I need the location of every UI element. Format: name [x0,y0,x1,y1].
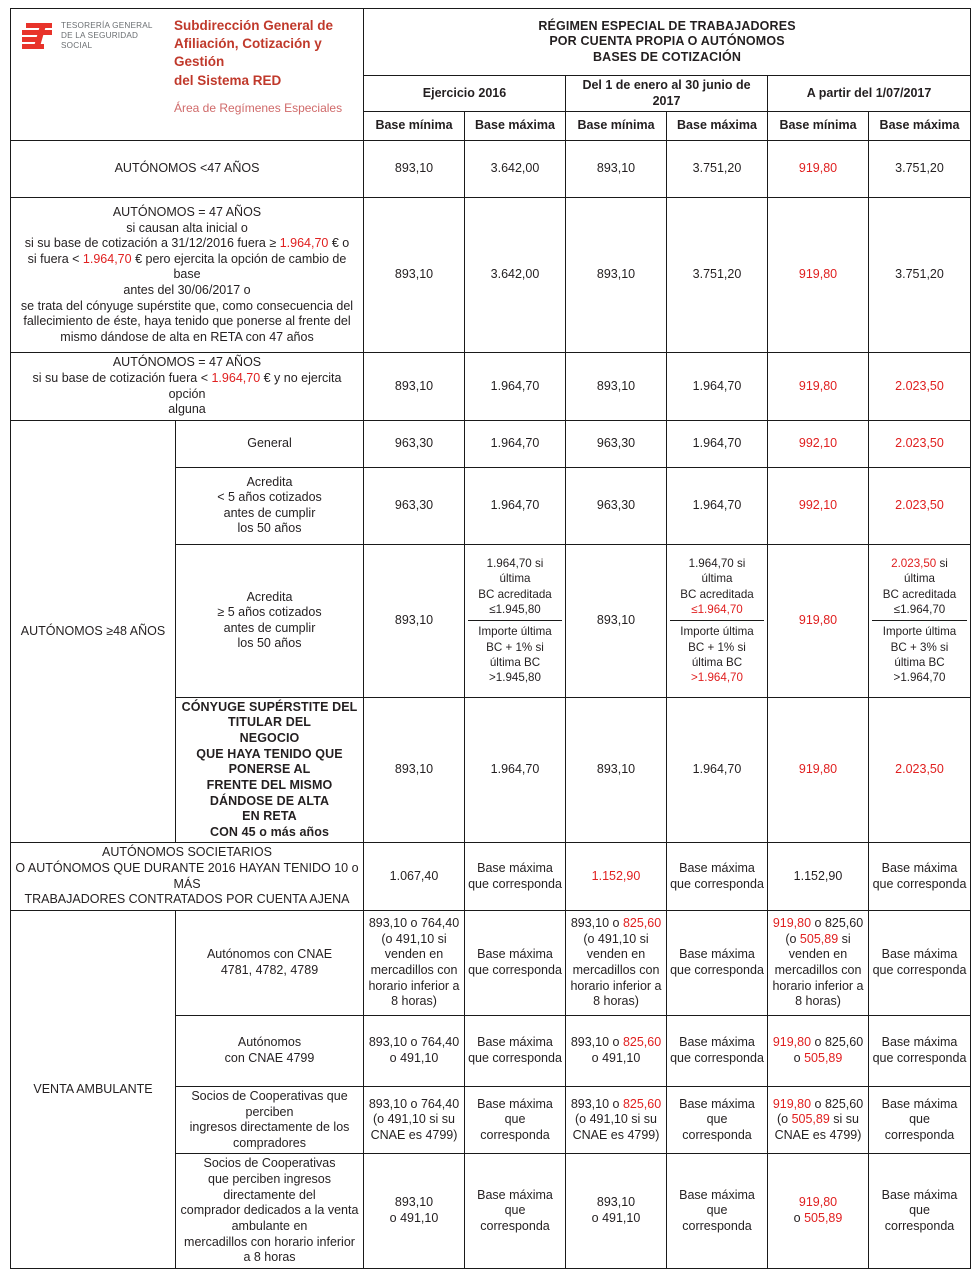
cell-48m5-min-2016: 963,30 [364,467,465,544]
cell-48cy-min-2016: 893,10 [364,697,465,843]
cell-va3-max-2016 [465,1086,566,1154]
table-row-autonomos-47-sin-opcion [11,353,971,421]
va3-max16-l1: Base máxima [477,1096,553,1111]
row-label-48-menos5 [176,467,364,544]
cell-soc-min-2016: 1.067,40 [364,843,465,911]
cell-48p5-max-2017h1-top [670,553,764,621]
s3-17at2: última [701,572,733,586]
header-row-title [11,9,971,76]
r2-line-4: si fuera < 1.964,70 € pero ejercita la opción de cambio de base [27,251,347,282]
va4-max17b-l2: que [909,1203,930,1218]
va3-max17a-l2: que [706,1112,728,1127]
tgss-logo [20,17,170,51]
s3-line-2: ≥ 5 años cotizados [217,605,322,620]
s2-line-1: Acredita [246,474,293,489]
cell-r3-min-2017h1: 893,10 [566,353,667,421]
va1-16-3: venden en [384,947,444,962]
va2-max17b-l2: que corresponda [872,1050,967,1065]
va2-max16-l1: Base máxima [477,1035,553,1050]
va3-17b-2: (o 505,89 si su [776,1112,859,1127]
cell-r2-max-2017h1: 3.751,20 [667,198,768,353]
cell-48gen-max-2017h1: 1.964,70 [667,420,768,467]
va4-16-1: 893,10 [394,1195,434,1210]
s2-line-2: < 5 años cotizados [217,490,322,505]
cell-va2-max-2016 [465,1015,566,1086]
cell-r2-max-2016: 3.642,00 [465,198,566,353]
row-label-autonomos-societarios [11,843,364,911]
va1-max17b-l1: Base máxima [881,947,958,962]
row-label-48-general: General [176,420,364,467]
cell-va1-min-2017h1 [566,910,667,1015]
s3-line-3: antes de cumplir [223,620,316,635]
cell-va1-min-2017h2 [768,910,869,1015]
cell-va2-min-2017h2 [768,1015,869,1086]
row-label-venta-cnae-4799 [176,1015,364,1086]
va4-max16-l3: corresponda [480,1218,550,1233]
cell-va4-min-2016 [364,1154,465,1268]
cell-r1-max-2017h2: 3.751,20 [869,141,971,198]
cell-48m5-max-2016: 1.964,70 [465,467,566,544]
r3-line-3: alguna [168,402,206,417]
cell-r3-min-2016: 893,10 [364,353,465,421]
va1-max17b-l2: que corresponda [872,962,967,977]
va4-17a-1: 893,10 [596,1195,636,1210]
cell-va3-min-2016 [364,1086,465,1154]
s3-17bb3: última BC [894,655,945,669]
cell-r1-min-2017h1: 893,10 [566,141,667,198]
period-header-2017-h1: Del 1 de enero al 30 junio de 2017 [566,76,768,112]
va3-16-2: (o 491,10 si su [373,1112,455,1127]
cell-48m5-min-2017h2: 992,10 [768,467,869,544]
va4-max17b-l3: corresponda [884,1218,955,1233]
va1-16-2: (o 491,10 si [381,931,447,946]
row-label-venta-cnae-4781 [176,910,364,1015]
cell-soc-max-2016 [465,843,566,911]
va1-17b-6: 8 horas) [795,994,841,1009]
va3-line-1: Socios de Cooperativas que perciben [191,1088,348,1119]
title-line-2: Afiliación, Cotización y Gestión [174,36,322,70]
cell-48m5-max-2017h1: 1.964,70 [667,467,768,544]
r2-line-6: se trata del cónyuge supérstite que, como consecuencia del [20,298,354,313]
soc-max16-l1: Base máxima [477,861,553,875]
s3-17ab2: BC + 1% si [688,640,746,654]
cell-va2-max-2017h1 [667,1015,768,1086]
va4-17b-1: 919,80 [798,1195,838,1210]
cell-48p5-max-2017h1-bottom [670,621,764,688]
s3-17ab3: última BC [691,655,743,669]
row-label-autonomos-47-opcion [11,198,364,353]
r3-line-1: AUTÓNOMOS = 47 AÑOS [112,355,262,370]
va3-17b-1: 919,80 o 825,60 [772,1096,864,1111]
title-line-1: Subdirección General de [174,18,334,33]
soc-max17a-l2: que corresponda [670,876,764,891]
va3-max17b-l1: Base máxima [881,1096,958,1111]
cell-48cy-max-2016: 1.964,70 [465,697,566,843]
row-label-venta-socios-coop-mercadillos [176,1154,364,1268]
cell-48cy-max-2017h1: 1.964,70 [667,697,768,843]
table-row-autonomos-menor-47 [11,141,971,198]
table-row-48-general [11,420,971,467]
cell-48gen-max-2017h2: 2.023,50 [869,420,971,467]
va1-17b-1: 919,80 o 825,60 [772,916,864,930]
s3-17bt2: última [904,572,935,586]
soc-line-2: O AUTÓNOMOS QUE DURANTE 2016 HAYAN TENIDO 10 o MÁS [15,861,359,891]
group-label-venta-ambulante: VENTA AMBULANTE [11,910,176,1268]
cell-r3-max-2017h2: 2.023,50 [869,353,971,421]
va2-line-1: Autónomos [237,1035,302,1050]
s3-16b1: Importe última [478,625,552,639]
main-title-banner [364,9,971,76]
cell-48gen-max-2016: 1.964,70 [465,420,566,467]
col-header-base-min-2016: Base mínima [364,112,465,141]
s3-17ab1: Importe última [680,625,754,639]
col-header-base-max-2016: Base máxima [465,112,566,141]
s3-17ab4: >1.964,70 [691,671,743,685]
va1-17a-3: venden en [586,947,646,962]
cell-va1-max-2016 [465,910,566,1015]
cell-r2-min-2017h2: 919,80 [768,198,869,353]
va1-17b-3: venden en [788,947,848,962]
department-title [170,17,356,116]
va2-max16-l2: que corresponda [468,1050,562,1065]
cell-48p5-max-2017h1 [667,544,768,697]
va3-max17b-l3: corresponda [884,1127,955,1142]
cell-va4-max-2017h1 [667,1154,768,1268]
r2-line-5: antes del 30/06/2017 o [123,283,251,298]
va3-line-2: ingresos directamente de los compradores [189,1120,350,1150]
cell-soc-min-2017h1: 1.152,90 [566,843,667,911]
va3-17a-3: CNAE es 4799) [572,1127,660,1142]
r2-line-1: AUTÓNOMOS = 47 AÑOS [112,204,262,219]
va2-17a-2: o 491,10 [591,1050,641,1065]
cell-va4-min-2017h1 [566,1154,667,1268]
va3-max16-l2: que [504,1112,526,1127]
table-row-autonomos-47-opcion [11,198,971,353]
s3-16b3: última BC [489,655,541,669]
va1-max16-l2: que corresponda [468,962,562,977]
s2-line-4: los 50 años [237,521,302,536]
cell-va1-max-2017h1 [667,910,768,1015]
cell-48gen-min-2017h2: 992,10 [768,420,869,467]
title-line-3: del Sistema RED [174,72,282,88]
bases-cotizacion-table [10,8,971,1269]
cell-r2-min-2017h1: 893,10 [566,198,667,353]
cell-va2-max-2017h2 [869,1015,971,1086]
r2-line-7: fallecimiento de éste, haya tenido que ponerse al frente del [23,314,351,329]
va1-17a-2: (o 491,10 si [583,931,649,946]
va1-line-2: 4781, 4782, 4789 [220,962,319,977]
r2-line-8: mismo dándose de alta en RETA con 47 años [60,329,314,344]
cell-48gen-min-2016: 963,30 [364,420,465,467]
cell-48p5-max-2017h2 [869,544,971,697]
cell-48gen-min-2017h1: 963,30 [566,420,667,467]
r2-line-2: si causan alta inicial o [126,220,248,235]
va2-17b-2: o 505,89 [793,1050,843,1065]
col-header-base-max-2017h1: Base máxima [667,112,768,141]
row-label-autonomos-menor-47: AUTÓNOMOS <47 AÑOS [11,141,364,198]
group-label-autonomos-48: AUTÓNOMOS ≥48 AÑOS [11,420,176,843]
cell-va4-max-2017h2 [869,1154,971,1268]
va3-16-1: 893,10 o 764,40 [368,1096,460,1111]
cell-48p5-min-2017h1: 893,10 [566,544,667,697]
row-label-48-mas5 [176,544,364,697]
tgss-logo-icon [20,22,56,50]
va1-17b-4: mercadillos con [774,962,862,977]
cell-48m5-max-2017h2: 2.023,50 [869,467,971,544]
s3-16t2: última [499,572,531,586]
soc-line-3: TRABAJADORES CONTRATADOS POR CUENTA AJENA [24,892,350,907]
cell-soc-min-2017h2: 1.152,90 [768,843,869,911]
logo-line-2: DE LA SEGURIDAD SOCIAL [61,30,139,50]
va4-line-3: comprador dedicados a la venta ambulante en [180,1203,359,1233]
department-subtitle: Área de Regímenes Especiales [174,100,343,115]
s3-17bt4: ≤1.964,70 [893,602,946,616]
brand-block [11,9,364,141]
va2-16-2: o 491,10 [389,1050,439,1065]
cell-va4-max-2016 [465,1154,566,1268]
cell-va1-max-2017h2 [869,910,971,1015]
col-header-base-min-2017h1: Base mínima [566,112,667,141]
va4-line-1: Socios de Cooperativas [203,1156,336,1171]
s4-line-4: FRENTE DEL MISMO DÁNDOSE DE ALTA [206,777,333,808]
s4-line-5: EN RETA [242,809,297,824]
cell-48cy-max-2017h2: 2.023,50 [869,697,971,843]
main-title-line-1: RÉGIMEN ESPECIAL DE TRABAJADORES [538,18,796,33]
r3-line-2: si su base de cotización fuera < 1.964,70 € y no ejercita opción [32,370,342,401]
soc-max17a-l1: Base máxima [679,861,755,875]
s3-17bb1: Importe última [882,625,957,639]
va3-max16-l3: corresponda [480,1127,550,1142]
main-title-line-3: BASES DE COTIZACIÓN [593,49,741,64]
va1-17a-1: 893,10 o 825,60 [570,916,662,930]
row-label-autonomos-47-sin-opcion [11,353,364,421]
va4-16-2: o 491,10 [389,1211,439,1226]
row-label-venta-socios-coop [176,1086,364,1154]
s3-line-4: los 50 años [237,636,302,651]
va2-max17a-l1: Base máxima [679,1035,755,1050]
va2-17a-1: 893,10 o 825,60 [570,1035,662,1050]
va4-max17a-l2: que [706,1203,728,1218]
cell-va4-min-2017h2 [768,1154,869,1268]
s4-line-3: QUE HAYA TENIDO QUE PONERSE AL [196,746,343,777]
cell-48p5-max-2017h2-top [872,553,967,621]
va1-line-1: Autónomos con CNAE [206,947,333,962]
s3-16t3: BC acreditada [478,587,552,601]
s3-17bb2: BC + 3% si [890,640,949,654]
va1-16-1: 893,10 o 764,40 [368,916,460,930]
va1-16-6: 8 horas) [391,994,437,1009]
va1-17a-4: mercadillos con [572,962,660,977]
period-header-2017-h2: A partir del 1/07/2017 [768,76,971,112]
va1-16-4: mercadillos con [370,962,458,977]
s2-line-3: antes de cumplir [223,505,316,520]
va3-16-3: CNAE es 4799) [370,1127,458,1142]
va1-max17a-l2: que corresponda [670,962,764,977]
va4-max17a-l1: Base máxima [679,1187,755,1202]
s3-17at1: 1.964,70 si [688,557,746,571]
cell-va2-min-2017h1 [566,1015,667,1086]
cell-48p5-max-2016 [465,544,566,697]
va3-max17a-l1: Base máxima [679,1096,755,1111]
va3-max17b-l2: que [909,1112,930,1127]
cell-soc-max-2017h2 [869,843,971,911]
va4-max16-l2: que [504,1203,526,1218]
s3-17at3: BC acreditada [680,587,754,601]
cell-va1-min-2016 [364,910,465,1015]
soc-max16-l2: que corresponda [468,876,562,891]
main-title-line-2: POR CUENTA PROPIA O AUTÓNOMOS [549,34,785,49]
cell-48cy-min-2017h1: 893,10 [566,697,667,843]
va2-max17a-l2: que corresponda [670,1050,764,1065]
logo-text [61,21,170,51]
col-header-base-max-2017h2: Base máxima [869,112,971,141]
cell-r1-min-2016: 893,10 [364,141,465,198]
cell-r1-max-2017h1: 3.751,20 [667,141,768,198]
cell-r3-max-2016: 1.964,70 [465,353,566,421]
va3-max17a-l3: corresponda [682,1127,752,1142]
soc-line-1: AUTÓNOMOS SOCIETARIOS [102,845,272,860]
va2-line-2: con CNAE 4799 [224,1050,315,1065]
s4-line-2: NEGOCIO [239,731,300,745]
va1-17b-2: (o 505,89 si [785,931,851,946]
va2-16-1: 893,10 o 764,40 [368,1035,460,1050]
s3-17bt1: 2.023,50 si [891,557,948,571]
va4-line-4: mercadillos con horario inferior a 8 horas [184,1234,355,1265]
va4-line-2: que perciben ingresos directamente del [208,1172,331,1202]
cell-48p5-max-2016-top [468,553,562,621]
cell-48p5-max-2017h2-bottom [872,621,967,688]
va4-max17b-l1: Base máxima [881,1187,958,1202]
cell-r2-min-2016: 893,10 [364,198,465,353]
col-header-base-min-2017h2: Base mínima [768,112,869,141]
cell-va2-min-2016 [364,1015,465,1086]
cell-r2-max-2017h2: 3.751,20 [869,198,971,353]
va1-16-5: horario inferior a [368,978,460,993]
va1-17b-5: horario inferior a [772,978,864,993]
cell-va3-max-2017h1 [667,1086,768,1154]
cell-va3-min-2017h2 [768,1086,869,1154]
logo-line-1: TESORERÍA GENERAL [61,21,153,30]
cell-48p5-min-2017h2: 919,80 [768,544,869,697]
soc-max17b-l1: Base máxima [881,861,958,875]
table-row-venta-cnae-4781 [11,910,971,1015]
cell-48m5-min-2017h1: 963,30 [566,467,667,544]
va1-max16-l1: Base máxima [477,947,553,962]
cell-48cy-min-2017h2: 919,80 [768,697,869,843]
va2-max17b-l1: Base máxima [881,1035,958,1050]
cell-r1-max-2016: 3.642,00 [465,141,566,198]
r2-line-3: si su base de cotización a 31/12/2016 fuera ≥ 1.964,70 € o [24,236,350,251]
va4-max17a-l3: corresponda [682,1218,752,1233]
cell-r1-min-2017h2: 919,80 [768,141,869,198]
s4-line-1: CÓNYUGE SUPÉRSTITE DEL TITULAR DEL [181,699,358,730]
s3-16t4: ≤1.945,80 [489,602,541,616]
cell-va3-min-2017h1 [566,1086,667,1154]
s3-16b2: BC + 1% si [486,640,544,654]
s3-17bt3: BC acreditada [882,587,957,601]
va4-max16-l1: Base máxima [477,1187,553,1202]
table-row-autonomos-societarios [11,843,971,911]
va4-17b-2: o 505,89 [793,1211,843,1226]
va3-17b-3: CNAE es 4799) [774,1127,862,1142]
row-label-48-conyuge [176,697,364,843]
period-header-2016: Ejercicio 2016 [364,76,566,112]
soc-max17b-l2: que corresponda [872,876,967,891]
cell-va3-max-2017h2 [869,1086,971,1154]
s3-17bb4: >1.964,70 [893,671,946,685]
va1-17a-6: 8 horas) [593,994,639,1009]
cell-r3-min-2017h2: 919,80 [768,353,869,421]
cell-48p5-max-2016-bottom [468,621,562,688]
s3-line-1: Acredita [246,589,293,604]
s3-16t1: 1.964,70 si [486,557,544,571]
va3-17a-1: 893,10 o 825,60 [570,1096,662,1111]
va4-17a-2: o 491,10 [591,1211,641,1226]
cell-soc-max-2017h1 [667,843,768,911]
va1-max17a-l1: Base máxima [679,947,755,962]
cell-r3-max-2017h1: 1.964,70 [667,353,768,421]
va1-17a-5: horario inferior a [570,978,662,993]
va2-17b-1: 919,80 o 825,60 [772,1035,864,1050]
cell-48p5-min-2016: 893,10 [364,544,465,697]
s3-17at4: ≤1.964,70 [691,602,743,616]
s4-line-6: CON 45 o más años [209,824,330,839]
s3-16b4: >1.945,80 [489,671,541,685]
va3-17a-2: (o 491,10 si su [575,1112,657,1127]
